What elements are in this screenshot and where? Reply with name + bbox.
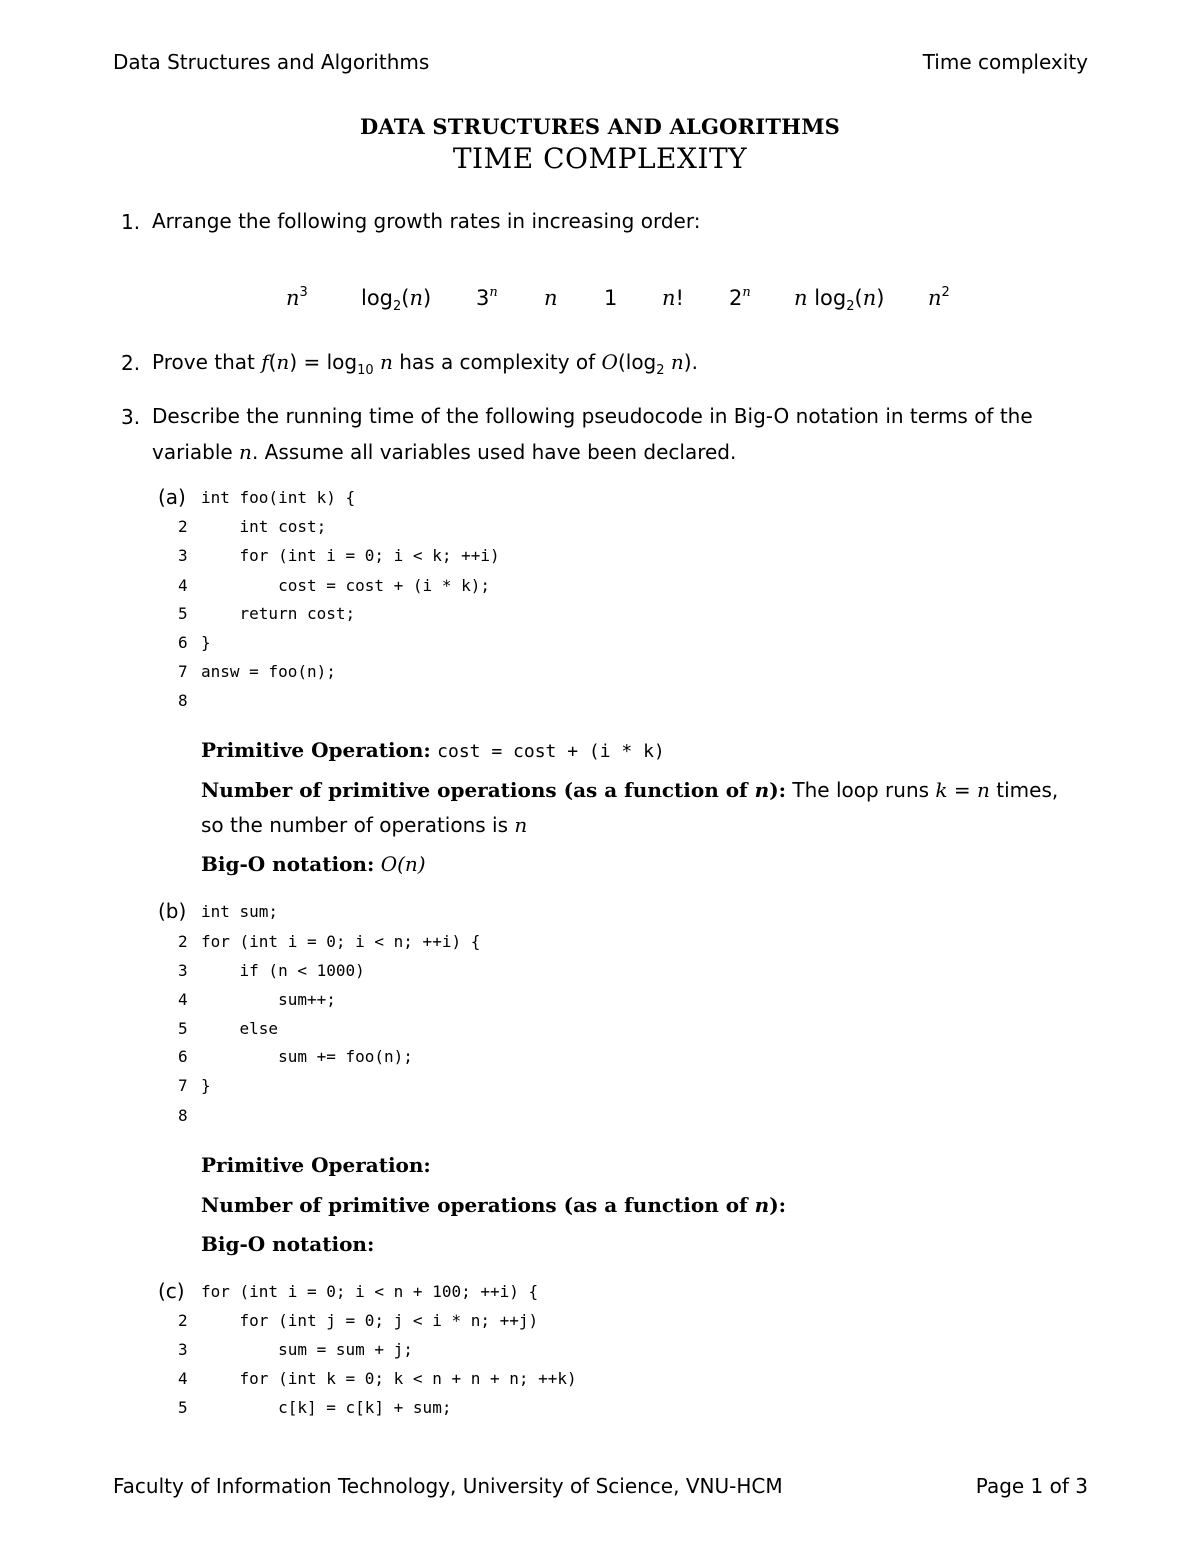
question-3-text-line2: variable n. Assume all variables used have been declared. (152, 440, 737, 464)
part-a-primitive-operation: Primitive Operation: cost = cost + (i * k) (201, 738, 665, 762)
line-number: 7 (178, 662, 188, 681)
line-number: 3 (178, 546, 188, 565)
line-number: 5 (178, 1398, 188, 1417)
code-line: else (201, 1019, 279, 1038)
running-header-topic: Time complexity (922, 50, 1088, 74)
question-3-number: 3. (121, 405, 141, 429)
code-line: for (int j = 0; j < i * n; ++j) (201, 1311, 539, 1330)
line-number: 7 (178, 1076, 188, 1095)
code-line: int sum; (201, 902, 279, 921)
code-line: for (int i = 0; i < k; ++i) (201, 546, 500, 565)
line-number: 8 (178, 691, 188, 710)
question-3-text-line1: Describe the running time of the following pseudocode in Big-O notation in terms of the (152, 404, 1033, 428)
part-b-big-o: Big-O notation: (201, 1232, 375, 1256)
part-b-label: (b) (158, 899, 187, 923)
rate-n-squared: $n^2$ (928, 285, 950, 310)
line-number: 3 (178, 961, 188, 980)
rate-n-factorial: n! (662, 286, 684, 310)
line-number: 2 (178, 1311, 188, 1330)
part-a-big-o: Big-O notation: O(n) (201, 852, 426, 876)
part-a-label: (a) (158, 485, 186, 509)
line-number: 2 (178, 932, 188, 951)
code-line: int foo(int k) { (201, 488, 356, 507)
line-number: 2 (178, 517, 188, 536)
rate-n: n (544, 286, 558, 310)
code-line: answ = foo(n); (201, 662, 336, 681)
rate-n-cubed: $n^3$ (286, 285, 308, 310)
line-number: 6 (178, 633, 188, 652)
code-line: sum = sum + j; (201, 1340, 413, 1359)
question-1-text: Arrange the following growth rates in increasing order: (152, 209, 701, 233)
footer-institution: Faculty of Information Technology, University of Science, VNU-HCM (113, 1474, 783, 1498)
rate-n-log2-n: n $\log_2(n)$ (794, 286, 885, 314)
rate-constant: 1 (604, 286, 618, 310)
part-b-operation-count: Number of primitive operations (as a function of n): (201, 1193, 787, 1217)
question-1-number: 1. (121, 210, 141, 234)
rate-log2-n: $\log_2(n)$ (361, 286, 432, 314)
code-line: for (int k = 0; k < n + n + n; ++k) (201, 1369, 577, 1388)
code-line: sum += foo(n); (201, 1047, 413, 1066)
line-number: 4 (178, 1369, 188, 1388)
part-b-primitive-operation: Primitive Operation: (201, 1153, 431, 1177)
running-header-course: Data Structures and Algorithms (113, 50, 430, 74)
line-number: 5 (178, 1019, 188, 1038)
code-line: cost = cost + (i * k); (201, 576, 490, 595)
document-course-title: DATA STRUCTURES AND ALGORITHMS (359, 114, 841, 139)
code-line: } (201, 633, 211, 652)
line-number: 4 (178, 576, 188, 595)
part-a-operation-count: Number of primitive operations (as a function of n): The loop runs k = n times, (201, 778, 1059, 802)
code-line: c[k] = c[k] + sum; (201, 1398, 452, 1417)
rate-2-pow-n: 2$^n$ (729, 285, 751, 310)
rate-3-pow-n: 3$^n$ (476, 285, 498, 310)
code-line: if (n < 1000) (201, 961, 365, 980)
line-number: 8 (178, 1106, 188, 1125)
code-line: } (201, 1076, 211, 1095)
footer-page-number: Page 1 of 3 (975, 1474, 1088, 1498)
line-number: 6 (178, 1047, 188, 1066)
line-number: 4 (178, 990, 188, 1009)
code-line: for (int i = 0; i < n + 100; ++i) { (201, 1282, 539, 1301)
question-2-number: 2. (121, 351, 141, 375)
part-c-label: (c) (158, 1279, 185, 1303)
line-number: 3 (178, 1340, 188, 1359)
code-line: sum++; (201, 990, 336, 1009)
document-topic-title: TIME COMPLEXITY (452, 142, 748, 175)
code-line: int cost; (201, 517, 327, 536)
part-a-operation-count-line2: so the number of operations is n (201, 813, 528, 837)
question-2-text: Prove that $f(n) = \log_{10} n$ has a complexity of $O(\log_2$ n). (152, 350, 698, 378)
code-line: for (int i = 0; i < n; ++i) { (201, 932, 481, 951)
line-number: 5 (178, 604, 188, 623)
code-line: return cost; (201, 604, 356, 623)
